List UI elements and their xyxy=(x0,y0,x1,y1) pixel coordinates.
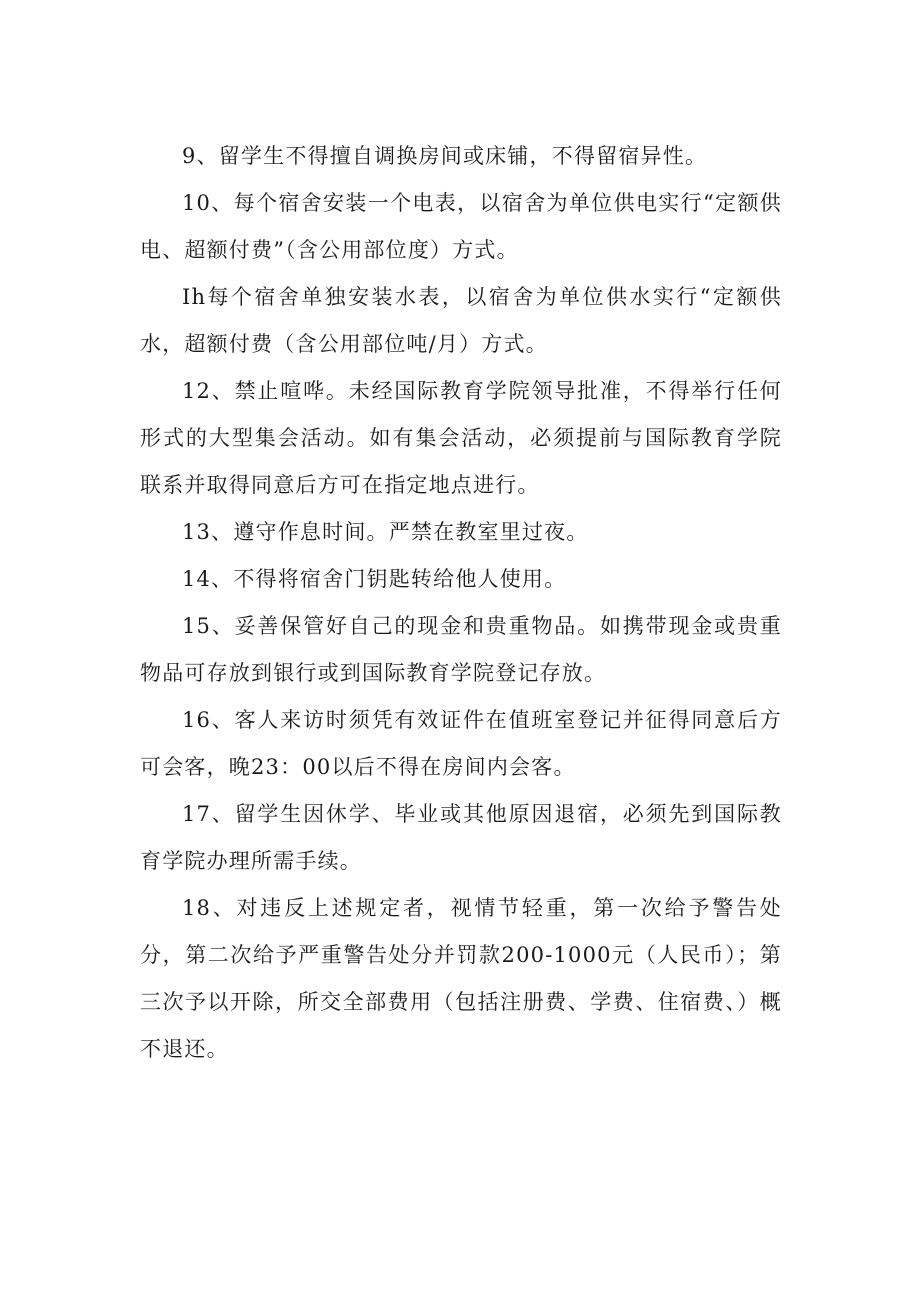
rule-paragraph-13: 13、遵守作息时间。严禁在教室里过夜。 xyxy=(182,520,589,544)
rule-paragraph-18: 18、对违反上述规定者，视情节轻重，第一次给予警告处分，第二次给予严重警告处分并罚款200-1000元（人民币）；第三次予以开除，所交全部费用（包括注册费、学费、住宿费、）概不退还。 xyxy=(140,896,782,1061)
rule-paragraph-9: 9、留学生不得擅自调换房间或床铺，不得留宿异性。 xyxy=(182,144,708,168)
rule-paragraph-14: 14、不得将宿舍门钥匙转给他人使用。 xyxy=(182,567,567,591)
rule-paragraph-10: 10、每个宿舍安装一个电表，以宿舍为单位供电实行“定额供电、超额付费”（含公用部位度）方式。 xyxy=(140,191,782,262)
rule-paragraph-12: 12、禁止喧哗。未经国际教育学院领导批准，不得举行任何形式的大型集会活动。如有集会活动，必须提前与国际教育学院联系并取得同意后方可在指定地点进行。 xyxy=(140,379,782,497)
rule-paragraph-11: Ih每个宿舍单独安装水表，以宿舍为单位供水实行“定额供水，超额付费（含公用部位吨/月）方式。 xyxy=(140,285,782,356)
rule-paragraph-16: 16、客人来访时须凭有效证件在值班室登记并征得同意后方可会客，晚23：00以后不得在房间内会客。 xyxy=(140,708,782,779)
rule-paragraph-15: 15、妥善保管好自己的现金和贵重物品。如携带现金或贵重物品可存放到银行或到国际教育学院登记存放。 xyxy=(140,614,782,685)
document-body xyxy=(140,133,782,1073)
rule-paragraph-17: 17、留学生因休学、毕业或其他原因退宿，必须先到国际教育学院办理所需手续。 xyxy=(140,802,782,873)
